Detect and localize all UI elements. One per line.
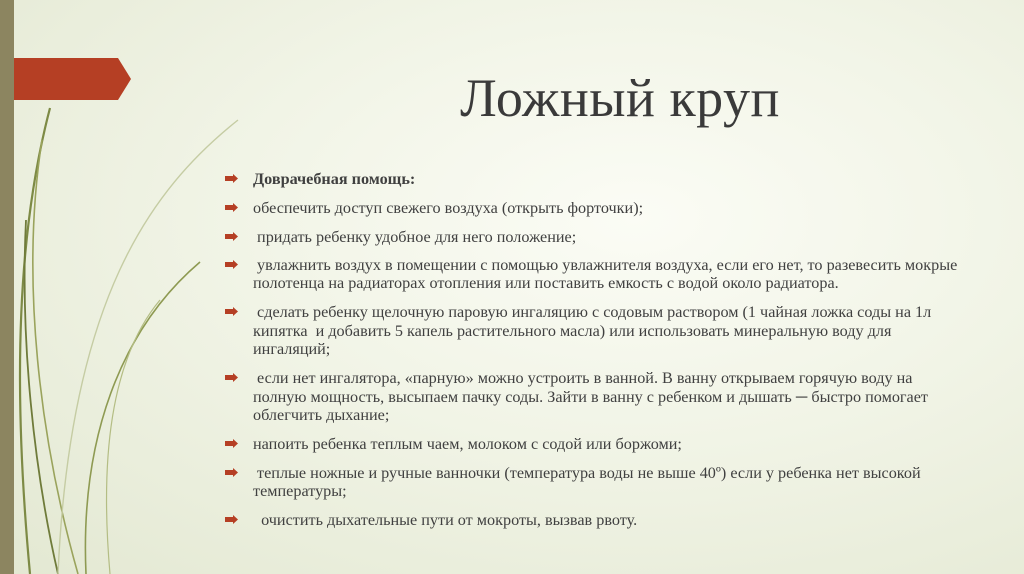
title-flag-shape — [14, 58, 131, 100]
arrow-bullet-icon — [225, 439, 238, 448]
arrow-bullet-icon — [225, 515, 238, 524]
slide-title: Ложный круп — [460, 68, 780, 128]
arrow-bullet-icon — [225, 373, 238, 382]
bullet-text: обеспечить доступ свежего воздуха (открыть форточки); — [253, 199, 644, 218]
bullet-text: сделать ребенку щелочную паровую ингаляцию с содовым раствором (1 чайная ложка соды на 1л кипятка и добавить 5 капель растительного масла) или использовать минеральную воду для ингаляций; — [253, 303, 936, 359]
arrow-bullet-icon — [225, 307, 238, 316]
bullet-text: если нет ингалятора, «парную» можно устроить в ванной. В ванну открываем горячую воду на полную мощность, высыпаем пачку соды. Зайти в ванну с ребенком и дышать ─ быстро помогает облегчить дыхание; — [253, 369, 933, 424]
bullet-item — [225, 256, 965, 293]
bullet-text: очистить дыхательные пути от мокроты, вызвав рвоту. — [253, 511, 638, 530]
bullet-item — [225, 464, 965, 501]
bullet-item — [225, 170, 965, 188]
arrow-bullet-icon — [225, 203, 238, 212]
arrow-bullet-icon — [225, 232, 238, 241]
bullet-item — [225, 199, 965, 217]
bullet-item — [225, 303, 965, 358]
bullet-text: увлажнить воздух в помещении с помощью увлажнителя воздуха, если его нет, то разевесить мокрые полотенца на радиаторах отопления или поставить емкость с водой около радиатора. — [253, 255, 962, 293]
bullet-item — [225, 511, 965, 529]
bullet-item — [225, 228, 965, 246]
decorative-curves — [0, 0, 260, 574]
bullet-text: теплые ножные и ручные ванночки (температура воды не выше 40º) если у ребенка нет высокой температуры; — [253, 463, 925, 500]
bullet-item — [225, 435, 965, 453]
bullet-text: напоить ребенка теплым чаем, молоком с содой или боржоми; — [253, 435, 682, 454]
bullet-text: Доврачебная помощь: — [253, 170, 416, 188]
arrow-bullet-icon — [225, 260, 238, 269]
arrow-bullet-icon — [225, 468, 238, 477]
bullet-item — [225, 369, 965, 424]
bullet-text: придать ребенку удобное для него положение; — [253, 227, 577, 246]
arrow-bullet-icon — [225, 174, 238, 183]
bullet-list — [225, 160, 965, 529]
